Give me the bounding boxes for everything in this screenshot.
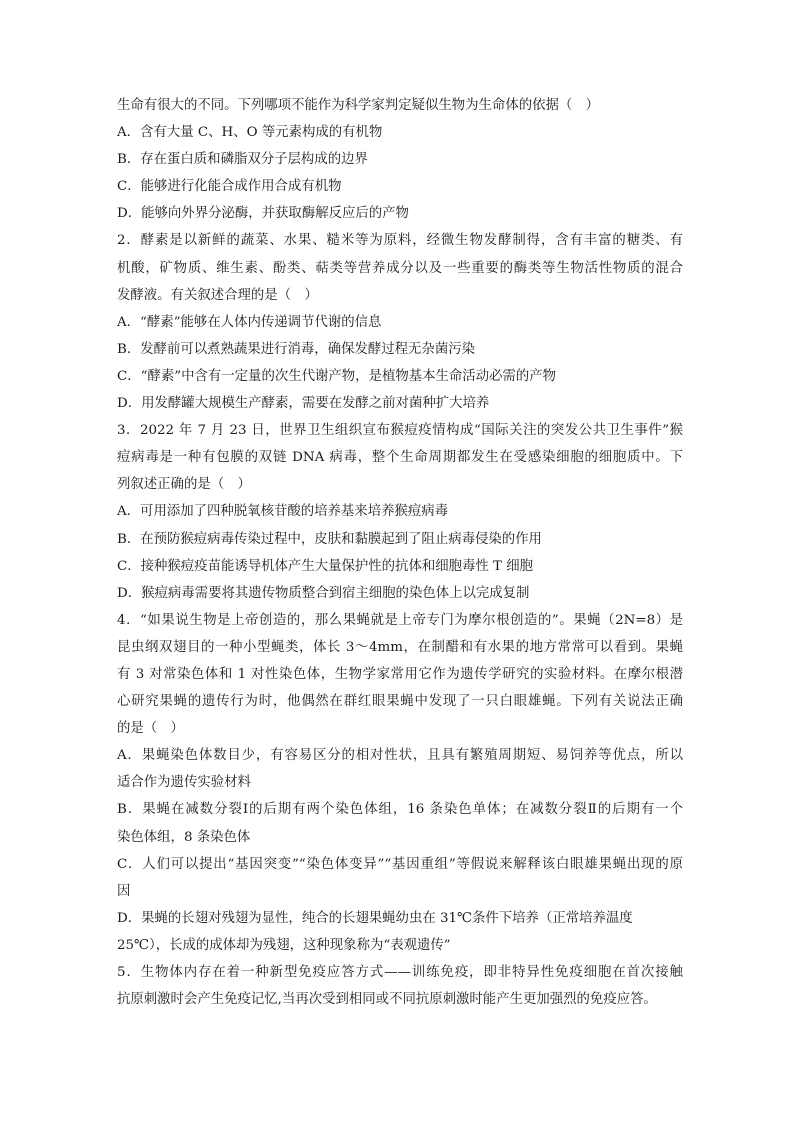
option-c: C．能够进行化能合成作用合成有机物 bbox=[117, 179, 342, 195]
option-a: A．可用添加了四种脱氧核苷酸的培养基来培养猴痘病毒 bbox=[117, 504, 449, 520]
question-4-stem: 4．“如果说生物是上帝创造的，那么果蝇就是上帝专门为摩尔根创造的”。果蝇（2N=8）是 bbox=[117, 612, 683, 628]
question-4-stem: 昆虫纲双翅目的一种小型蝇类，体长 3～4mm，在制醋和有水果的地方常常可以看到。果蝇 bbox=[117, 639, 683, 655]
option-b: B．果蝇在减数分裂Ⅰ的后期有两个染色体组，16 条染色单体；在减数分裂Ⅱ的后期有一个 bbox=[117, 802, 683, 818]
option-d: D．能够向外界分泌酶，并获取酶解反应后的产物 bbox=[117, 206, 409, 222]
option-a: A．含有大量 C、H、O 等元素构成的有机物 bbox=[117, 125, 383, 141]
option-b: B．存在蛋白质和磷脂双分子层构成的边界 bbox=[117, 152, 368, 168]
text-line: 生命有很大的不同。下列哪项不能作为科学家判定疑似生物为生命体的依据（ ） bbox=[117, 98, 600, 113]
question-4-stem: 有 3 对常染色体和 1 对性染色体，生物学家常用它作为遗传学研究的实验材料。在摩尔根潜 bbox=[117, 666, 683, 682]
question-3-stem: 3．2022 年 7 月 23 日，世界卫生组织宣布猴痘疫情构成“国际关注的突发公共卫生事件”猴 bbox=[117, 423, 683, 439]
option-d: D．猴痘病毒需要将其遗传物质整合到宿主细胞的染色体上以完成复制 bbox=[117, 585, 530, 601]
question-5-stem: 5．生物体内存在着一种新型免疫应答方式——训练免疫，即非特异性免疫细胞在首次接触 bbox=[117, 965, 683, 980]
question-3-stem: 列叙述正确的是（ ） bbox=[117, 477, 251, 493]
option-a: 适合作为遗传实验材料 bbox=[117, 775, 251, 791]
option-d: 25℃），长成的成体却为残翅，这种现象称为“表观遗传” bbox=[117, 937, 451, 953]
question-3-stem: 痘病毒是一种有包膜的双链 DNA 病毒，整个生命周期都发生在受感染细胞的细胞质中。下 bbox=[117, 450, 683, 466]
question-2-stem: 2．酵素是以新鲜的蔬菜、水果、糙米等为原料，经微生物发酵制得，含有丰富的糖类、有 bbox=[117, 233, 683, 249]
option-d: D．用发酵罐大规模生产酵素，需要在发酵之前对菌种扩大培养 bbox=[117, 396, 490, 412]
option-c: C．“酵素”中含有一定量的次生代谢产物，是植物基本生命活动必需的产物 bbox=[117, 368, 557, 384]
option-b: B．在预防猴痘病毒传染过程中，皮肤和黏膜起到了阻止病毒侵染的作用 bbox=[117, 531, 542, 547]
document-body bbox=[117, 92, 683, 1013]
option-a: A．“酵素”能够在人体内传递调节代谢的信息 bbox=[117, 314, 382, 330]
question-2-stem: 发酵液。有关叙述合理的是（ ） bbox=[117, 287, 318, 303]
option-c: C．人们可以提出“基因突变”“染色体变异”“基因重组”等假说来解释该白眼雄果蝇出现的原 bbox=[117, 856, 683, 872]
question-4-stem: 心研究果蝇的遗传行为时，他偶然在群红眼果蝇中发现了一只白眼雄蝇。下列有关说法正确 bbox=[117, 694, 683, 710]
option-d: D．果蝇的长翅对残翅为显性，纯合的长翅果蝇幼虫在 31℃条件下培养（正常培养温度 bbox=[117, 910, 633, 926]
option-b: B．发酵前可以煮熟蔬果进行消毒，确保发酵过程无杂菌污染 bbox=[117, 341, 475, 357]
question-4-stem: 的是（ ） bbox=[117, 721, 184, 737]
question-2-stem: 机酸，矿物质、维生素、酚类、萜类等营养成分以及一些重要的酶类等生物活性物质的混合 bbox=[117, 260, 683, 276]
option-b: 染色体组，8 条染色体 bbox=[117, 829, 251, 845]
option-c: C．接种猴痘疫苗能诱导机体产生大量保护性的抗体和细胞毒性 T 细胞 bbox=[117, 558, 534, 574]
question-5-stem: 抗原刺激时会产生免疫记忆,当再次受到相同或不同抗原刺激时能产生更加强烈的免疫应答。 bbox=[117, 992, 657, 1008]
option-a: A．果蝇染色体数目少，有容易区分的相对性状，且具有繁殖周期短、易饲养等优点，所以 bbox=[117, 748, 683, 764]
option-c: 因 bbox=[117, 883, 131, 899]
